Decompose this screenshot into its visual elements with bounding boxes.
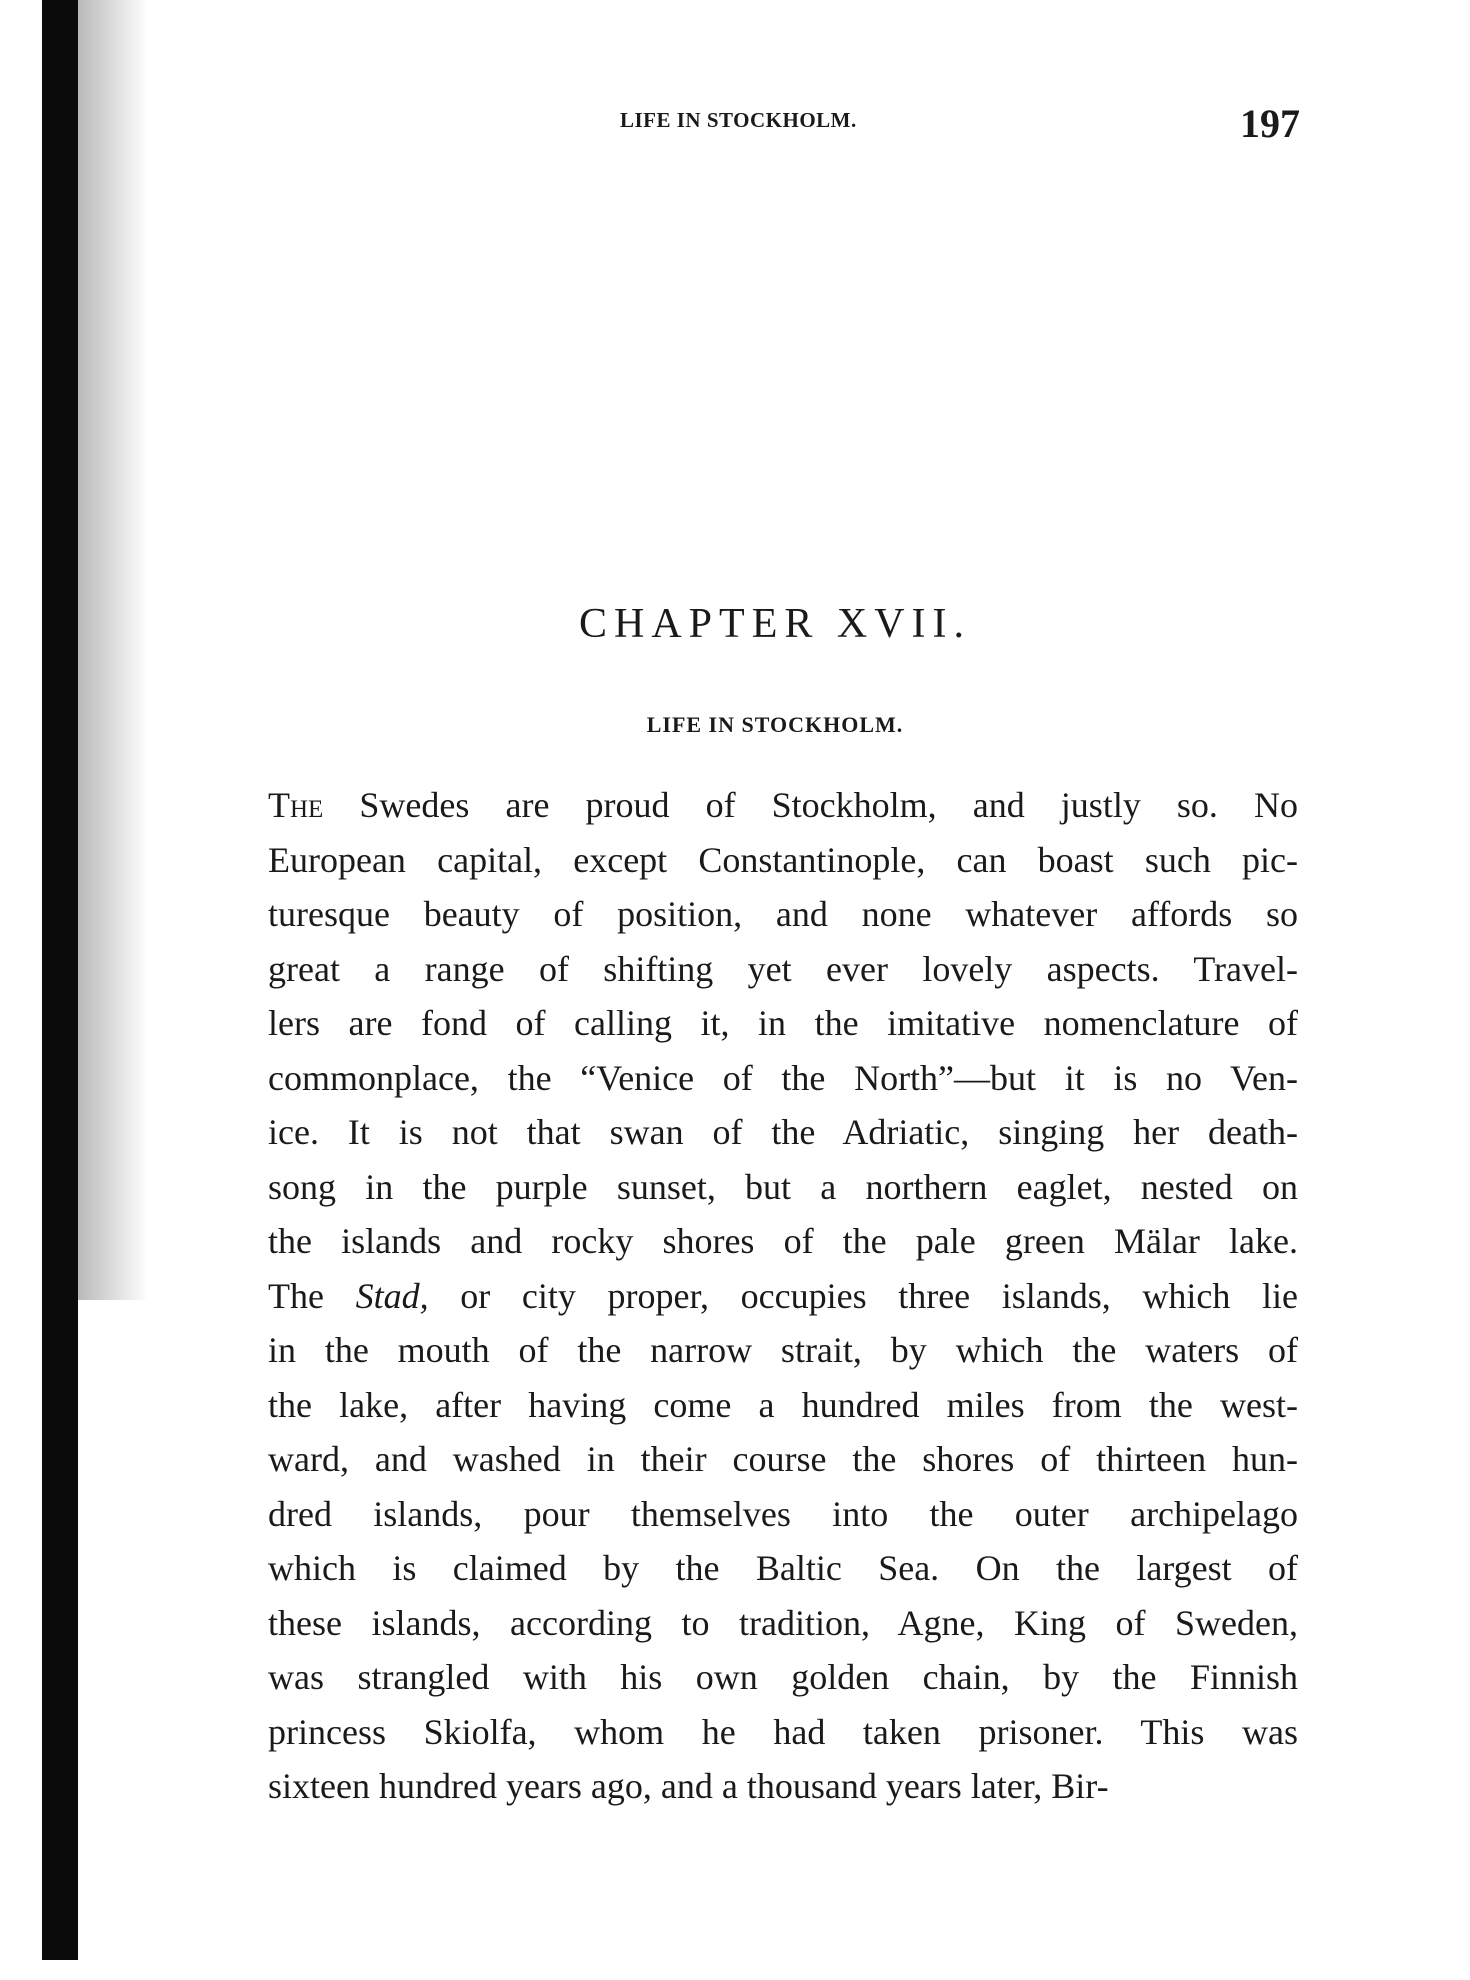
text-line: ice. It is not that swan of the Adriatic, singing her death-	[268, 1112, 1298, 1152]
page-number: 197	[1240, 101, 1300, 146]
text-line: princess Skiolfa, whom he had taken prisoner. This was	[268, 1711, 1298, 1752]
chapter-heading: CHAPTER XVII.	[579, 601, 971, 647]
line-text: Swedes are proud of Stockholm, and justly so. No	[323, 785, 1298, 825]
text-line: the islands and rocky shores of the pale green Mälar lake.	[268, 1221, 1298, 1261]
text-line: in the mouth of the narrow strait, by which the waters of	[268, 1330, 1298, 1370]
binding-edge-fringe	[78, 0, 148, 1300]
small-caps-opening: The	[268, 785, 324, 825]
text-line	[268, 1269, 1298, 1324]
text-line: which is claimed by the Baltic Sea. On the largest of	[268, 1548, 1298, 1588]
chapter-subtitle: LIFE IN STOCKHOLM.	[646, 712, 904, 737]
text-line: the lake, after having come a hundred miles from the west-	[268, 1384, 1298, 1425]
text-line: song in the purple sunset, but a northern eaglet, nested on	[268, 1166, 1298, 1207]
line-text: or city proper, occupies three islands, which lie	[428, 1275, 1299, 1316]
text-line: great a range of shifting yet ever lovely aspects. Travel-	[268, 948, 1298, 989]
text-line: ward, and washed in their course the shores of thirteen hun-	[268, 1439, 1298, 1479]
text-line: lers are fond of calling it, in the imitative nomenclature of	[268, 1003, 1298, 1043]
binding-edge-shadow	[42, 0, 78, 1960]
body-text	[268, 778, 1298, 1814]
running-head: LIFE IN STOCKHOLM.	[620, 108, 857, 132]
text-line	[268, 778, 1298, 833]
text-line: commonplace, the “Venice of the North”—but it is no Ven-	[268, 1057, 1298, 1098]
text-line: these islands, according to tradition, Agne, King of Sweden,	[268, 1602, 1298, 1643]
text-line: turesque beauty of position, and none whatever affords so	[268, 894, 1298, 934]
italic-word: Stad,	[355, 1275, 429, 1316]
text-line: European capital, except Constantinople, can boast such pic-	[268, 839, 1298, 880]
text-line: was strangled with his own golden chain, by the Finnish	[268, 1657, 1298, 1697]
text-line: sixteen hundred years ago, and a thousand years later, Bir-	[268, 1766, 1109, 1806]
text-line: dred islands, pour themselves into the outer archipelago	[268, 1493, 1298, 1534]
line-text: The	[268, 1275, 356, 1316]
